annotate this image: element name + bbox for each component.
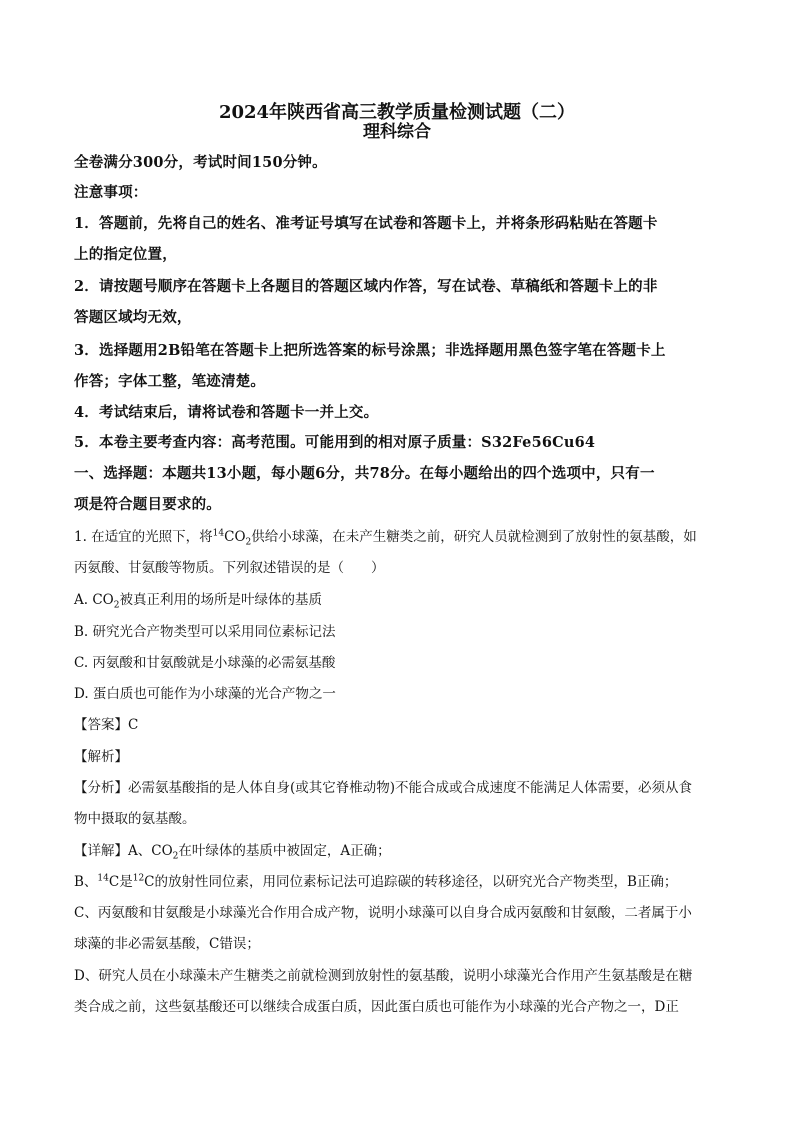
detail-c-line-1: C、丙氨酸和甘氨酸是小球藻光合作用合成产物，说明小球藻可以自身合成丙氨酸和甘氨酸，二者属于小: [74, 905, 692, 921]
detail-a: [74, 839, 391, 862]
question-1-stem-rest: 供给小球藻，在未产生糖类之前，研究人员就检测到了放射性的氨基酸，如: [251, 529, 697, 545]
option-d: D. 蛋白质也可能作为小球藻的光合产物之一: [74, 686, 336, 702]
note-item-2-line-2: 答题区域均无效，: [74, 309, 192, 326]
note-item-2-line-1: 2．请按题号顺序在答题卡上各题目的答题区域内作答，写在试卷、草稿纸和答题卡上的非: [74, 278, 658, 295]
notes-heading: 注意事项：: [74, 184, 148, 201]
detail-d-line-2: 类合成之前，这些氨基酸还可以继续合成蛋白质，因此蛋白质也可能作为小球藻的光合产物之一，D正: [74, 999, 679, 1015]
note-item-1-line-2: 上的指定位置，: [74, 246, 177, 263]
question-1-stem-line-1: [74, 525, 697, 548]
co2-subscript: 2: [245, 537, 252, 548]
note-item-1-line-1: 1．答题前，先将自己的姓名、准考证号填写在试卷和答题卡上，并将条形码粘贴在答题卡: [74, 215, 658, 232]
option-a-text: 被真正利用的场所是叶绿体的基质: [119, 592, 322, 608]
detail-a-text: 在叶绿体的基质中被固定，A正确；: [178, 843, 391, 859]
detail-a-subscript: 2: [172, 851, 179, 862]
page-title: 2024年陕西省高三教学质量检测试题（二）: [218, 102, 576, 123]
score-time-note: 全卷满分300分，考试时间150分钟。: [74, 154, 327, 171]
note-item-3-line-1: 3．选择题用2B铅笔在答题卡上把所选答案的标号涂黑；非选择题用黑色签字笔在答题卡上: [74, 342, 666, 359]
answer-label: 【答案】: [74, 717, 128, 733]
question-1-stem-start: 1. 在适宜的光照下，将: [74, 529, 213, 545]
co2-formula: CO: [224, 529, 246, 545]
note-item-4: 4．考试结束后，请将试卷和答题卡一并上交。: [74, 404, 379, 421]
detail-b-mid: C是: [108, 874, 133, 890]
detail-label: 【详解】: [74, 843, 128, 859]
detail-b-prefix: B、: [74, 874, 98, 890]
section-heading-line-1: 一、选择题：本题共13小题，每小题6分，共78分。在每小题给出的四个选项中，只有一: [74, 465, 655, 482]
page-subtitle: 理科综合: [363, 122, 431, 142]
detail-b: [74, 870, 677, 890]
detail-a-prefix: A、CO: [128, 843, 173, 859]
option-a: [74, 588, 322, 611]
note-item-3-line-2: 作答；字体工整，笔迹清楚。: [74, 373, 266, 390]
detail-b-text: C的放射性同位素，用同位素标记法可追踪碳的转移途径，以研究光合产物类型，B正确；: [144, 874, 678, 890]
answer-value: C: [128, 717, 139, 733]
option-a-subscript: 2: [113, 600, 120, 611]
option-c: C. 丙氨酸和甘氨酸就是小球藻的必需氨基酸: [74, 655, 336, 671]
analysis-label: 【解析】: [74, 749, 128, 765]
detail-d-line-1: D、研究人员在小球藻未产生糖类之前就检测到放射性的氨基酸，说明小球藻光合作用产生氨基酸是在糖: [74, 968, 693, 984]
detail-c-line-2: 球藻的非必需氨基酸，C错误；: [74, 936, 260, 952]
fenxi-label: 【分析】: [74, 780, 128, 796]
detail-b-sup12: 12: [132, 873, 145, 884]
option-a-prefix: A. CO: [74, 592, 114, 608]
section-heading-line-2: 项是符合题目要求的。: [74, 496, 221, 513]
isotope-superscript: 14: [212, 528, 225, 539]
fenxi-line-2: 物中摄取的氨基酸。: [74, 811, 196, 827]
question-1-stem-line-2: 丙氨酸、甘氨酸等物质。下列叙述错误的是（ ）: [74, 560, 385, 576]
option-b: B. 研究光合产物类型可以采用同位素标记法: [74, 624, 336, 640]
answer-line: [74, 713, 138, 733]
fenxi-line-1: [74, 776, 692, 796]
fenxi-text: 必需氨基酸指的是人体自身(或其它脊椎动物)不能合成或合成速度不能满足人体需要，必须从食: [128, 780, 693, 796]
note-item-5: 5．本卷主要考查内容：高考范围。可能用到的相对原子质量：S32Fe56Cu64: [74, 434, 596, 451]
detail-b-sup14: 14: [97, 873, 109, 884]
